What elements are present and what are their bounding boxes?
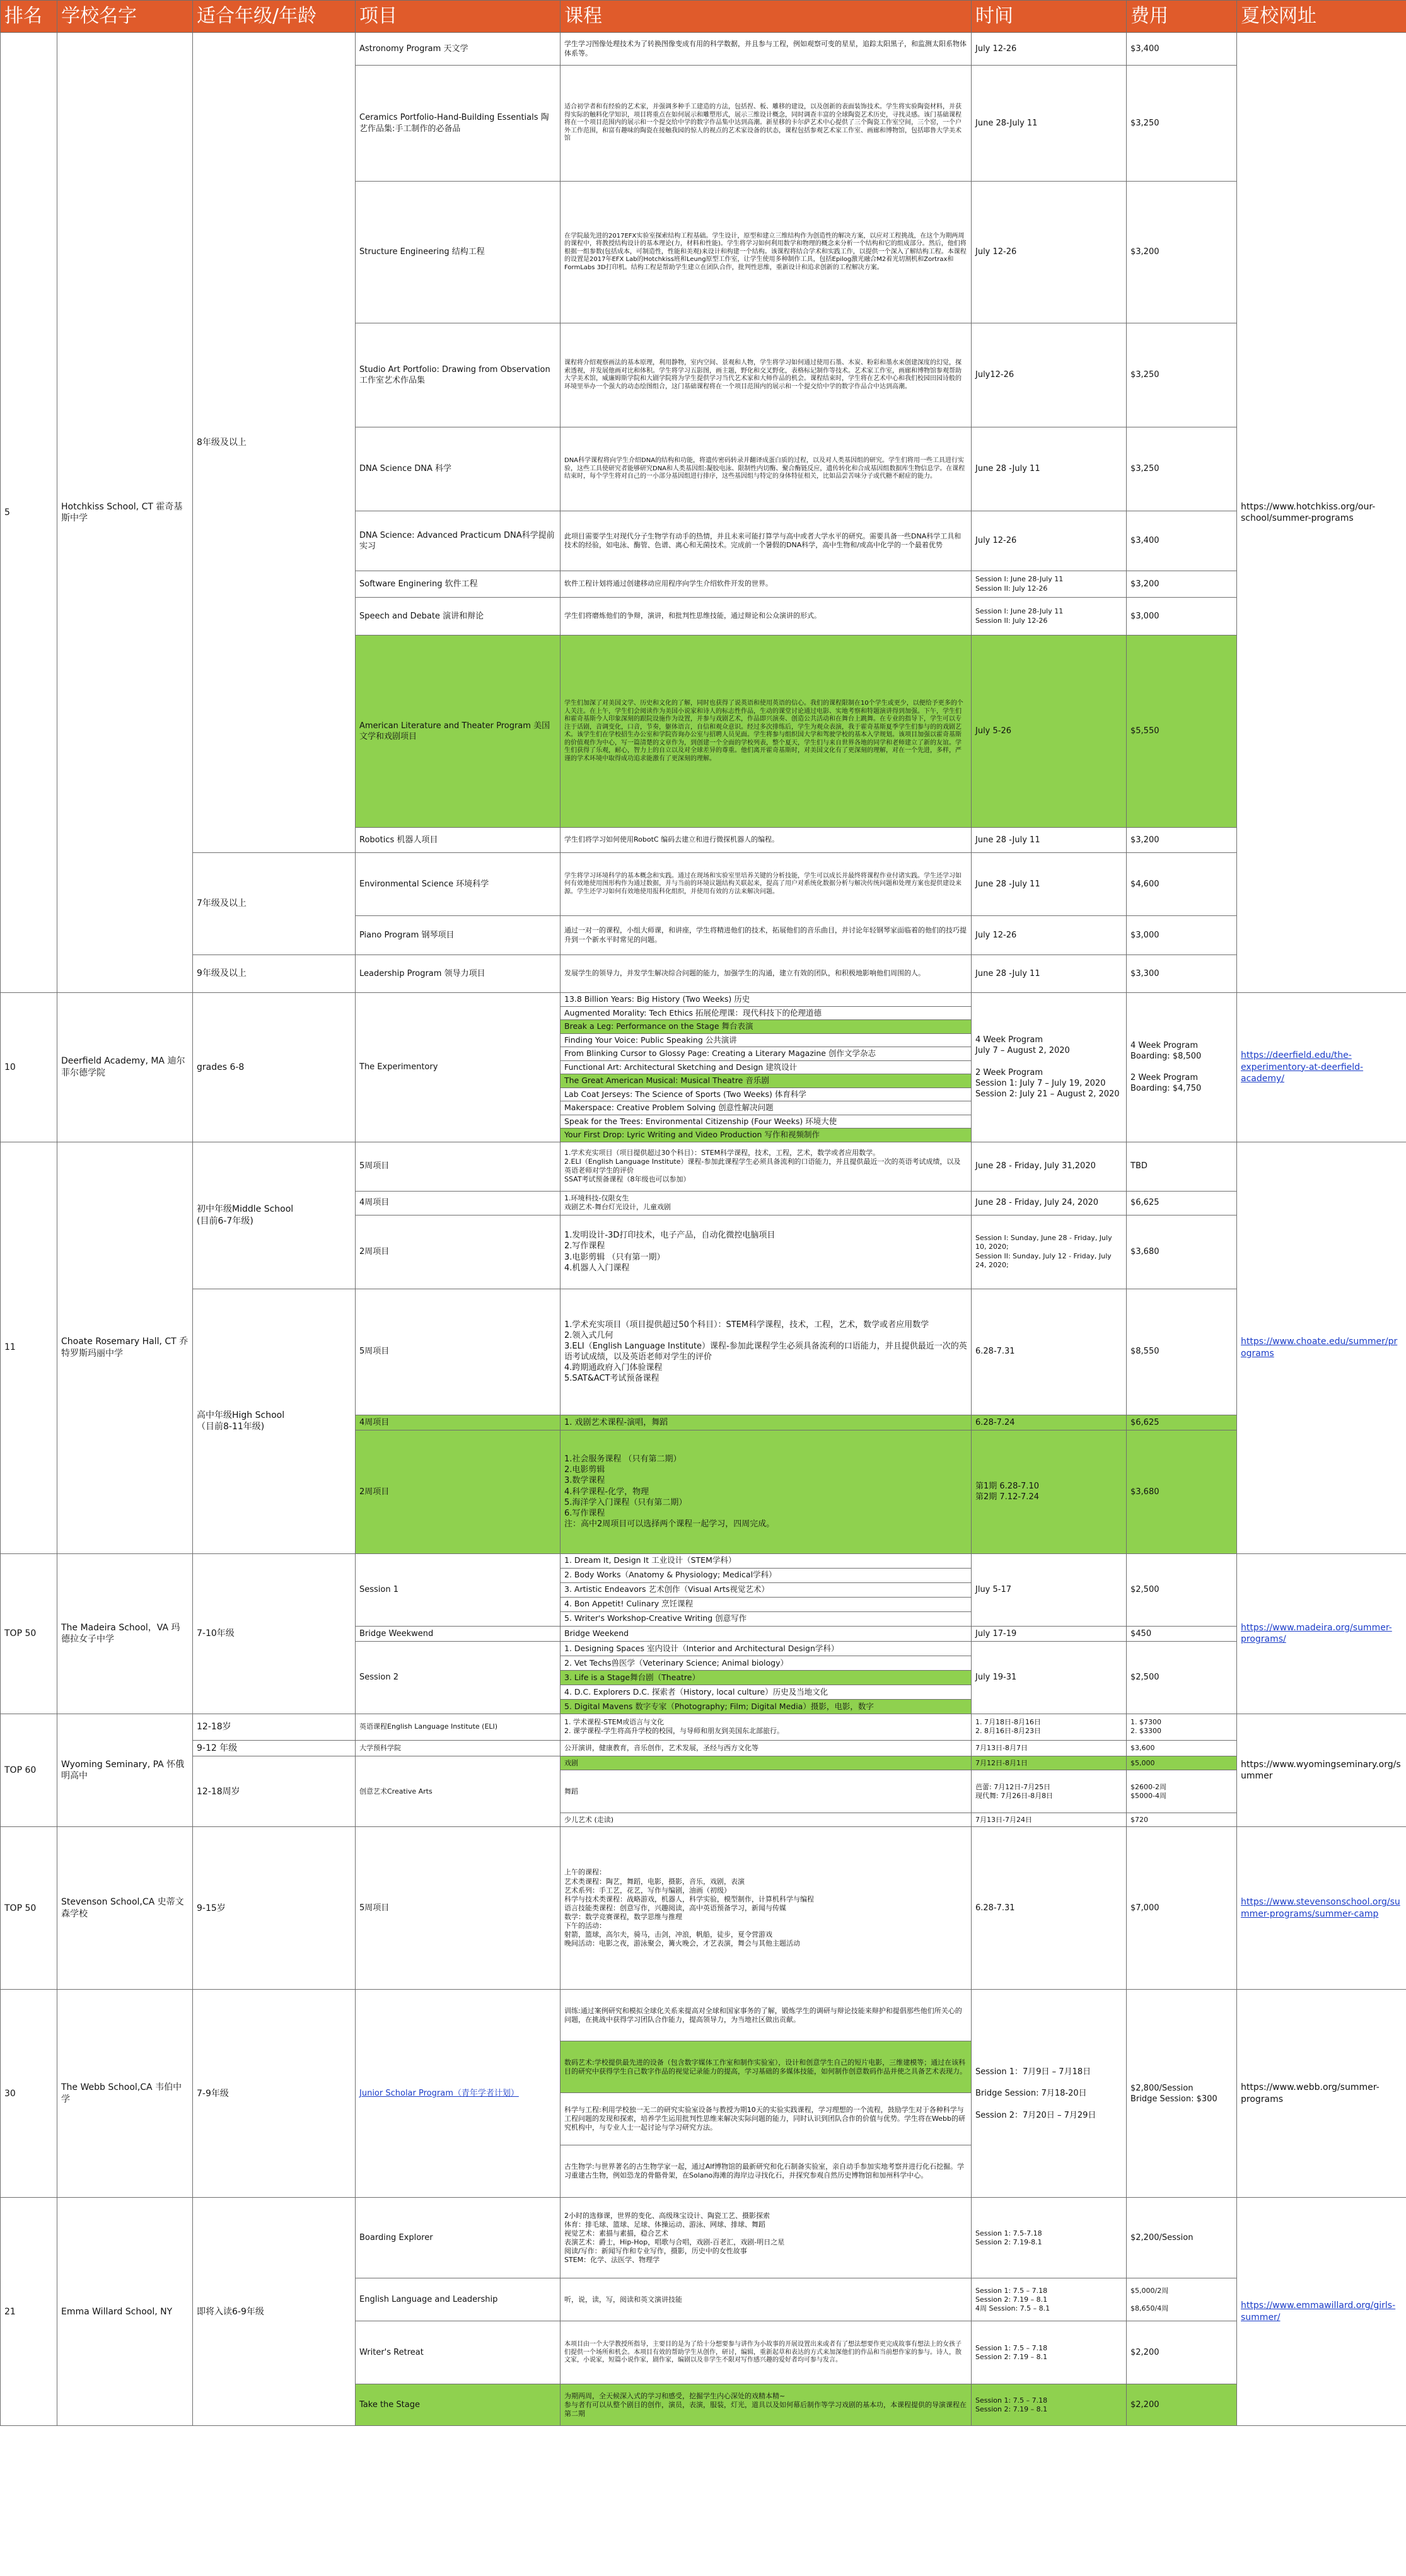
fee-cell: $3,000 <box>1127 916 1237 955</box>
program-name: Session 2 <box>356 1641 561 1714</box>
table-row <box>1 2198 1406 2278</box>
time-cell: Session I: June 28-July 11 Session II: July 12-26 <box>972 571 1127 598</box>
program-name: 2周项目 <box>356 1430 561 1553</box>
course-cell: 3. Artistic Endeavors 艺术创作（Visual Arts视觉艺术） <box>561 1582 972 1597</box>
time-cell: 6.28-7.31 <box>972 1827 1127 1990</box>
program-name: 5周项目 <box>356 1827 561 1990</box>
course-cell: Finding Your Voice: Public Speaking 公共演讲 <box>561 1033 972 1047</box>
program-name: Session 1 <box>356 1553 561 1626</box>
fee-cell: $2,500 <box>1127 1553 1237 1626</box>
fee-cell: $2,200/Session <box>1127 2198 1237 2278</box>
program-name: Boarding Explorer <box>356 2198 561 2278</box>
course-cell: 4. Bon Appetit! Culinary 烹饪课程 <box>561 1597 972 1611</box>
school-url[interactable]: https://www.hotchkiss.org/our-school/summer-programs <box>1237 33 1406 993</box>
grade-cell: 8年级及以上 <box>193 33 356 853</box>
program-name: 英语课程English Language Institute (ELI) <box>356 1714 561 1740</box>
time-cell: June 28 -July 11 <box>972 427 1127 511</box>
course-cell: 课程将介绍观察画法的基本原理，利用静物，室内空间、景观和人物，学生将学习如何通过使用石墨、木炭、粉彩和墨水来创建深度的幻觉，探索透视，并发展他画对比和体积。学生将学习五影图，画主题，野化和交叉野化，表格标记制作等技术。艺术家工作室，画廊和博物馆参观帮助大学美术馆，威廉姆斯学院和大剧学院将为学生提供学习当代艺术家和大师作品的机会。课程结束时，学生将在艺术中心和我们校园田园诗般的环境里举办一个强大的动态绘图组合，这门基础课程将在一个项目范围内的展示和一个提交给中学的数字作品合中达到高潮。 <box>561 323 972 427</box>
rank-cell: 5 <box>1 33 57 993</box>
course-cell: The Great American Musical: Musical Theatre 音乐剧 <box>561 1074 972 1088</box>
fee-cell: $3,250 <box>1127 66 1237 182</box>
fee-cell: $3,000 <box>1127 598 1237 635</box>
program-name: DNA Science DNA 科学 <box>356 427 561 511</box>
course-cell: 数码艺术:学校提供最先进的设备（包含数字媒体工作室和制作实验室），设计和创意学生自己的短片电影，三维建模等；通过在该科目的研究中获得学生自己数字作品的视觉记录能力的提高，学习基础的多媒体技能，如何制作创意数码作品并使之具备艺术表现力。 <box>561 2041 972 2093</box>
program-name: English Language and Leadership <box>356 2278 561 2321</box>
fee-cell: $3,300 <box>1127 955 1237 993</box>
course-cell: 3. Life is a Stage舞台剧（Theatre） <box>561 1670 972 1685</box>
time-cell: 7月12日-8月1日 <box>972 1756 1127 1770</box>
school-name: Stevenson School,CA 史蒂文森学校 <box>57 1827 193 1990</box>
school-name: Choate Rosemary Hall, CT 乔特罗斯玛丽中学 <box>57 1142 193 1553</box>
school-url[interactable]: https://deerfield.edu/the-experimentory-at-deerfield-academy/ <box>1237 993 1406 1142</box>
course-cell: 软件工程计划将通过创建移动应用程序向学生介绍软件开发的世界。 <box>561 571 972 598</box>
course-cell: 此项目需要学生对现代分子生物学有动手的热情，并且未来可能打算学与高中或者大学水平的研究。需要具备一些DNA科学工具和技术的经验，如电泳、酶管、色谱、离心和无菌技术。完成前一个暑假的DNA科学，高中生物和/或高中化学的一个最着优势 <box>561 511 972 571</box>
rank-cell: 11 <box>1 1142 57 1553</box>
header-url: 夏校网址 <box>1237 1 1406 33</box>
time-cell: June 28 -July 11 <box>972 955 1127 993</box>
course-cell: 1. Designing Spaces 室内设计（Interior and Architectural Design学科） <box>561 1641 972 1656</box>
header-school: 学校名字 <box>57 1 193 33</box>
fee-cell: $3,680 <box>1127 1215 1237 1289</box>
program-name: Bridge Weekwend <box>356 1626 561 1641</box>
program-name: 5周项目 <box>356 1142 561 1191</box>
fee-cell: $3,600 <box>1127 1740 1237 1756</box>
grade-cell: 7年级及以上 <box>193 853 356 955</box>
course-cell: 学生们加深了对美国文学、历史和文化的了解，同时也获得了说英语和使用英语的信心。我们的课程限制在10个学生或更少，以便给予更多的个人关注。在上午，学生们会阅读作为美国小说家和诗人的标志性作品，生动的课堂讨论通过电影、实地考察和特题演讲得到加强。下午，学生们和霍奇基斯今人印象深刻的跟院设施作为设置，并参与戏剧艺术，作品即兴演奏、创造公共活动和在舞台上跳舞。在专业的指导下，学生可以专注于话剧，音调变化，口音，节奏，躯体语言，自信和观众意识。经过多次排练后，学生为观众表演，我于霍奇基斯夏季学生们参与的的戏剧艺术。该学生们在学校招生办公室和学院咨询办公室与招聘人员见面。学生将参与组织国大学和驾驶学校的基本入学规划。该项目加强以霍奇基斯的价值观作为中心，写一篇清楚的文章作为，到创建一个全面的学校列表，整个夏天，学生们与来自世界各地的同学和老师建立了新的友谊。学生们获得了乐观，耐心，智力上的自立以及对全球差异的尊重。他们离开霍奇基斯时，对美国文化有了更深刻的理解，对在一个先进，多样，严谨的学术环境中取得成功追求能激有了更深刻的理解。 <box>561 635 972 828</box>
grade-cell: 9-12 年级 <box>193 1740 356 1756</box>
course-cell: Bridge Weekend <box>561 1626 972 1641</box>
time-cell: June 28 - Friday, July 31,2020 <box>972 1142 1127 1191</box>
fee-cell: $3,250 <box>1127 323 1237 427</box>
table-row <box>1 1142 1406 1191</box>
fee-cell: $2,800/Session Bridge Session: $300 <box>1127 1990 1237 2198</box>
program-name: Ceramics Portfolio-Hand-Building Essentials 陶艺作品集:手工制作的必备品 <box>356 66 561 182</box>
program-name: Environmental Science 环境科学 <box>356 853 561 916</box>
course-cell: Functional Art: Architectural Sketching and Design 建筑设计 <box>561 1060 972 1074</box>
course-cell: 戏剧 <box>561 1756 972 1770</box>
program-name: 4周项目 <box>356 1191 561 1215</box>
school-name: Wyoming Seminary, PA 怀俄明高中 <box>57 1714 193 1826</box>
program-name: Software Enginering 软件工程 <box>356 571 561 598</box>
course-cell: 1.环境科技-仅限女生 戏剧艺术-舞台灯光设计，儿童戏剧 <box>561 1191 972 1215</box>
school-name: Deerfield Academy, MA 迪尔菲尔德学院 <box>57 993 193 1142</box>
time-cell: 4 Week Program July 7 – August 2, 2020 2 Week Program Session 1: July 7 – July 19, 2020 Session 2: July 21 – August 2, 2020 <box>972 993 1127 1142</box>
course-cell: 1.发明设计-3D打印技术，电子产品，自动化微控电脑项目 2.写作课程 3.电影剪辑 （只有第一期） 4.机器人入门课程 <box>561 1215 972 1289</box>
rank-cell: TOP 50 <box>1 1553 57 1714</box>
program-name: 2周项目 <box>356 1215 561 1289</box>
course-cell: Break a Leg: Performance on the Stage 舞台表演 <box>561 1020 972 1034</box>
time-cell: Session I: June 28-July 11 Session II: July 12-26 <box>972 598 1127 635</box>
course-cell: Your First Drop: Lyric Writing and Video Production 写作和视频制作 <box>561 1128 972 1142</box>
time-cell: 第1期 6.28-7.10 第2期 7.12-7.24 <box>972 1430 1127 1553</box>
course-cell: 5. Digital Mavens 数字专家（Photography; Film; Digital Media）摄影，电影，数字 <box>561 1699 972 1714</box>
time-cell: July 19-31 <box>972 1641 1127 1714</box>
program-name: 创意艺术Creative Arts <box>356 1756 561 1827</box>
table-row <box>1 1553 1406 1568</box>
course-cell: From Blinking Cursor to Glossy Page: Creating a Literary Magazine 创作文学杂志 <box>561 1047 972 1061</box>
course-cell: 学生们将学习如何使用RobotC 编码去建立和进行微探机器人的编程。 <box>561 828 972 853</box>
rank-cell: TOP 50 <box>1 1827 57 1990</box>
fee-cell: $3,400 <box>1127 511 1237 571</box>
course-cell: 2. Body Works（Anatomy & Physiology; Medical学科） <box>561 1568 972 1582</box>
header-program: 项目 <box>356 1 561 33</box>
school-url[interactable]: https://www.webb.org/summer-programs <box>1237 1990 1406 2198</box>
fee-cell: $8,550 <box>1127 1289 1237 1415</box>
course-cell: Augmented Morality: Tech Ethics 拓展伦理课：现代科技下的伦理道德 <box>561 1006 972 1020</box>
school-url[interactable]: https://www.stevensonschool.org/summer-programs/summer-camp <box>1237 1827 1406 1990</box>
table-row <box>1 1827 1406 1990</box>
time-cell: 7月13日-7月24日 <box>972 1813 1127 1827</box>
course-cell: 上午的课程： 艺术类课程：陶艺，舞蹈，电影，摄影，音乐，戏剧，表演 艺术系列：手工艺，花艺，写作与编剧，油画（初级） 科学与技术类课程：战略游戏，机器人，科学实验，模型制作，计算机科学与编程 语言技能类课程：创意写作，兴趣阅读，高中英语预备学习，新闻与传媒 数学：数学竞赛课程，数学思维与推理 下午的活动： 射箭，篮球，高尔夫，骑马，击剑，冲浪，帆船，徒步，夏令营游戏 晚间活动：电影之夜，游泳聚会，篝火晚会，才艺表演，舞会与其他主题活动 <box>561 1827 972 1990</box>
course-cell: 2. Vet Techs兽医学（Veterinary Science; Animal biology） <box>561 1656 972 1670</box>
course-cell: 13.8 Billion Years: Big History (Two Weeks) 历史 <box>561 993 972 1007</box>
time-cell: June 28 -July 11 <box>972 853 1127 916</box>
program-name: Writer's Retreat <box>356 2321 561 2384</box>
fee-cell: $7,000 <box>1127 1827 1237 1990</box>
course-cell: 公开演讲，健康教育，音乐创作，艺术发展，圣经与西方文化等 <box>561 1740 972 1756</box>
fee-cell: $6,625 <box>1127 1415 1237 1430</box>
time-cell: June 28 -July 11 <box>972 828 1127 853</box>
time-cell: Jluy 5-17 <box>972 1553 1127 1626</box>
course-cell: Lab Coat Jerseys: The Science of Sports (Two Weeks) 体育科学 <box>561 1088 972 1101</box>
rank-cell: 21 <box>1 2198 57 2426</box>
time-cell: Session 1: 7.5 – 7.18 Session 2: 7.19 – 8.1 4周 Session: 7.5 – 8.1 <box>972 2278 1127 2321</box>
table-row <box>1 1740 1406 1756</box>
course-cell: 舞蹈 <box>561 1770 972 1813</box>
time-cell: June 28-July 11 <box>972 66 1127 182</box>
course-cell: 在学院最先进的2017EFX实验室探索结构工程基础。学生设计，原型和建立三维结构作为创造性的解决方案，以应对工程挑战，在这个为期两周的课程中，将教授结构设计的基本理论(力，材料和性能)。学生将学习如何利用数学和物理的概念来分析一个结构和它的组成部分。然后，他们将根据一组参数(包括成本，可制造性，性能和美观)来设计和构建一个结构。该课程将结合学术和实践工作，以提供一个深入了解结构工程。本课程的设置是2017年EFX Lab的Hotchkiss班和Leung原型工作室，让学生使用多种制作工具，包括Epilog激光融合M2着光切割机和Zortrax和FormLabs 3D打印机。结构工程是帮助学生建立在团队合作，批判性思维，重新设计和追求创新的工程解决方案。 <box>561 182 972 323</box>
grade-cell: 高中年级High School （目前8-11年级) <box>193 1289 356 1553</box>
time-cell: 6.28-7.24 <box>972 1415 1127 1430</box>
time-cell: 7月13日-8月7日 <box>972 1740 1127 1756</box>
course-cell: 学生们将磨炼他们的争辩，演讲，和批判性思维技能，通过辩论和公众演讲的形式。 <box>561 598 972 635</box>
table-row <box>1 1289 1406 1415</box>
course-cell: 科学与工程:利用学校独一无二的研究实验室设备与教授为期10天的实验实践课程，学习理想的一个流程，鼓励学生对于各种科学与工程问题的发现和探索，培养学生运用批判性思维来解决实际问题的能力，同时认识到团队合作的价值与优势。学生将在Webb的研究机构中，与专业人士一起讨论与学习研究方法。 <box>561 2093 972 2145</box>
program-name: Junior Scholar Program（青年学者计划） <box>356 1990 561 2198</box>
time-cell: Session I: Sunday, June 28 - Friday, July 10, 2020; Session II: Sunday, July 12 - Friday, July 24, 2020; <box>972 1215 1127 1289</box>
grade-cell: grades 6-8 <box>193 993 356 1142</box>
program-name: The Experimentory <box>356 993 561 1142</box>
fee-cell: $4,600 <box>1127 853 1237 916</box>
fee-cell: $5,550 <box>1127 635 1237 828</box>
program-name: Piano Program 钢琴项目 <box>356 916 561 955</box>
fee-cell: $2,200 <box>1127 2384 1237 2426</box>
time-cell: July 12-26 <box>972 33 1127 66</box>
table-row <box>1 955 1406 993</box>
rank-cell: 10 <box>1 993 57 1142</box>
school-name: The Webb School,CA 韦伯中学 <box>57 1990 193 2198</box>
fee-cell: $450 <box>1127 1626 1237 1641</box>
school-url[interactable]: https://www.choate.edu/summer/programs <box>1237 1142 1406 1553</box>
school-url[interactable]: https://www.emmawillard.org/girls-summer/ <box>1237 2198 1406 2426</box>
course-cell: 本项目由一个大学教授所指导，主要目的是为了给十分想要参与讲作为小故事的开展设置出来或者有了想法想要作更完成故事有想法上的女孩子们提供一个场所和机会。本项目有效的帮助学生从创作，研讨，编辑，重新起草和表达的方式来加深他们的作品和当前想作家的参与。诗人，散文家，小说家，短篇小说作家，剧作家，编剧以及非学生不限对写作感兴趣的爱好者均可参与发言。 <box>561 2321 972 2384</box>
course-cell: 学生将学习环境科学的基本概念和实践。通过在现场和实验室里培养关键的分析技能，学生可以成长并最终将课程作业付诸实践。学生还学习如何有效地使用图形构作为通过数据，并与当前的环境议题结构关联起来，提高了用户对系统化数据分析与解决传统问题和处理方案也提供建设来源。学生还学习如何有效地使用报科化组织，并使用有效的方法来解决问题。 <box>561 853 972 916</box>
time-cell: Session 1: 7.5 – 7.18 Session 2: 7.19 – 8.1 <box>972 2321 1127 2384</box>
course-cell: 1.学术充实项目（项目提供超过30个科目）：STEM科学课程，技术，工程，艺术，数学或者应用数学。 2.ELI（English Language Institute）课程-参加此课程学生必须具备流利的口语能力，并且提供最近一次的英语考试成绩，以及英语老师对学生的评价 SSAT考试预备课程（8年级也可以参加） <box>561 1142 972 1191</box>
time-cell: July 12-26 <box>972 511 1127 571</box>
course-cell: 2小时的选修课，世界的变化、高级珠宝设计、陶瓷工艺、摄影探索 体育：排毛球、篮球、足球、体操运动、游泳、网球、排球、舞蹈 视觉艺术：素描与素描，稳合艺术 表演艺术：爵士，Hip-Hop，唱歌与合唱，戏剧-百老汇，戏剧-明日之星 阅读/写作：新闻写作和专业写作，摄影，历史中的女性故事 STEM：化学、法医学、物理学 <box>561 2198 972 2278</box>
program-name: Leadership Program 领导力项目 <box>356 955 561 993</box>
time-cell: Session 1：7月9日 – 7月18日 Bridge Session: 7月18-20日 Session 2：7月20日 – 7月29日 <box>972 1990 1127 2198</box>
time-cell: June 28 - Friday, July 24, 2020 <box>972 1191 1127 1215</box>
program-name: Speech and Debate 演讲和辩论 <box>356 598 561 635</box>
program-name: American Literature and Theater Program 美国文学和戏剧项目 <box>356 635 561 828</box>
time-cell: 芭蕾: 7月12日-7月25日 现代舞: 7月26日-8月8日 <box>972 1770 1127 1813</box>
fee-cell: TBD <box>1127 1142 1237 1191</box>
course-cell: 通过一对一的课程，小组大师课，和讲座，学生将精进他们的技术，拓展他们的音乐曲目，并讨论年轻钢琴家面临着的他们的技巧提升到一个新水平时常见的问题。 <box>561 916 972 955</box>
course-cell: Speak for the Trees: Environmental Citizenship (Four Weeks) 环境大使 <box>561 1115 972 1128</box>
school-name: Hotchkiss School, CT 霍奇基斯中学 <box>57 33 193 993</box>
fee-cell: $2,500 <box>1127 1641 1237 1714</box>
grade-cell: 9-15岁 <box>193 1827 356 1990</box>
course-cell: 训练:通过案例研究和模拟全球化关系来提高对全球和国家事务的了解，锻炼学生的调研与辩论技能来辩护和提倡那些他们所关心的问题，在挑战中获得学习团队合作能力，提高领导力，为当地社区做出贡献。 <box>561 1990 972 2041</box>
grade-cell: 9年级及以上 <box>193 955 356 993</box>
time-cell: Session 1: 7.5 – 7.18 Session 2: 7.19 – 8.1 <box>972 2384 1127 2426</box>
course-cell: 4. D.C. Explorers D.C. 探索者（History, local culture）历史及当地文化 <box>561 1685 972 1699</box>
course-cell: 少儿艺术 (走读) <box>561 1813 972 1827</box>
time-cell: July 17-19 <box>972 1626 1127 1641</box>
time-cell: July12-26 <box>972 323 1127 427</box>
course-cell: 听，说，读，写，阅读和英文演讲技能 <box>561 2278 972 2321</box>
time-cell: 6.28-7.31 <box>972 1289 1127 1415</box>
program-name: Robotics 机器人项目 <box>356 828 561 853</box>
fee-cell: $3,250 <box>1127 427 1237 511</box>
grade-cell: 初中年级Middle School (目前6-7年级) <box>193 1142 356 1289</box>
course-cell: 1.社会服务课程 （只有第二期） 2.电影剪辑 3.数学课程 4.科学课程-化学，物理 5.海洋学入门课程（只有第二期） 6.写作课程 注：高中2周项目可以选择两个课程一起学习，四周完成。 <box>561 1430 972 1553</box>
rank-cell: TOP 60 <box>1 1714 57 1826</box>
school-url[interactable]: https://www.wyomingseminary.org/summer <box>1237 1714 1406 1826</box>
fee-cell: $3,200 <box>1127 571 1237 598</box>
course-cell: 1. 学术课程-STEM或语言与文化 2. 课学课程-学生将高升学校的校园，与导师和朋友到美国东北部旅行。 <box>561 1714 972 1740</box>
program-name: Studio Art Portfolio: Drawing from Observation工作室艺术作品集 <box>356 323 561 427</box>
header-fee: 费用 <box>1127 1 1237 33</box>
course-cell: 适合初学者和有经验的艺术家，并强调多种手工建造的方法，包括捏、板、雕移的建设，以及创新的表面装饰技术。学生将实验陶瓷材料，并获得实际的触料化学知识，项目将重点在如何展示和雕塑形式，展示三维设计概念，同时调查丰富的全球陶瓷艺术历史，寻找灵感。该门基础课程将在一个项目范围内的展示和一个提交给中学的数字作品集中达到高潮。新星移的卡尔萨艺术中心提供了三个陶瓷工作室空间，三个窑，一个户外工作范围，和富有趣味的陶瓷在接触我园的惊人的视点的艺术家设备的状态，课程包括参观艺术家工作室、画廊和博物馆，包括耶鲁大学美术馆 <box>561 66 972 182</box>
fee-cell: $2,200 <box>1127 2321 1237 2384</box>
fee-cell: $5,000 <box>1127 1756 1237 1770</box>
course-cell: 为期两周，全天候深入式的学习和感受，挖掘学生内心深处的戏精本精~ 参与者有可以从整个剧目的创作，演员，表演，服装，灯光，道具以及如何幕后制作等学习戏剧的基本功，本课程提供的导演课程在第二期 <box>561 2384 972 2426</box>
time-cell: Session 1: 7.5-7.18 Session 2: 7.19-8.1 <box>972 2198 1127 2278</box>
fee-cell: $3,200 <box>1127 828 1237 853</box>
fee-cell: $5,000/2周 $8,650/4周 <box>1127 2278 1237 2321</box>
fee-cell: $720 <box>1127 1813 1237 1827</box>
grade-cell: 即将入读6-9年级 <box>193 2198 356 2426</box>
program-name: 5周项目 <box>356 1289 561 1415</box>
fee-cell: 1. $7300 2. $3300 <box>1127 1714 1237 1740</box>
program-name: 大学预科学院 <box>356 1740 561 1756</box>
time-cell: July 5-26 <box>972 635 1127 828</box>
fee-cell: 4 Week Program Boarding: $8,500 2 Week Program Boarding: $4,750 <box>1127 993 1237 1142</box>
table-row <box>1 993 1406 1007</box>
rank-cell: 30 <box>1 1990 57 2198</box>
header-rank: 排名 <box>1 1 57 33</box>
grade-cell: 12-18岁 <box>193 1714 356 1740</box>
fee-cell: $3,680 <box>1127 1430 1237 1553</box>
fee-cell: $6,625 <box>1127 1191 1237 1215</box>
fee-cell: $2600-2周 $5000-4周 <box>1127 1770 1237 1813</box>
time-cell: July 12-26 <box>972 182 1127 323</box>
time-cell: July 12-26 <box>972 916 1127 955</box>
time-cell: 1. 7月18日-8月16日 2. 8月16日-8月23日 <box>972 1714 1127 1740</box>
school-name: Emma Willard School, NY <box>57 2198 193 2426</box>
course-cell: 1.学术充实项目（项目提供超过50个科目）：STEM科学课程，技术，工程，艺术，数学或者应用数学 2.领入式几何 3.ELI（English Language Institute）课程-参加此课程学生必须具备流利的口语能力，并且提供最近一次的英语考试成绩，以及英语老师对学生的评价 4.跨期通政府入门体验课程 5.SAT&ACT考试预备课程 <box>561 1289 972 1415</box>
school-name: The Madeira School，VA 玛德拉女子中学 <box>57 1553 193 1714</box>
table-row <box>1 33 1406 66</box>
table-row <box>1 1756 1406 1770</box>
table-row <box>1 1990 1406 2041</box>
program-name: Take the Stage <box>356 2384 561 2426</box>
course-cell: 古生物学:与世界著名的古生物学家一起，通过Alf博物馆的最新研究和化石制备实验室，亲自动手参加实地考察并进行化石挖掘。学习重建古生物，例如恐龙的骨骼骨架，在Solano海滩的海岸边寻找化石，并探究参观自然历史博物馆和加州科学中心。 <box>561 2145 972 2198</box>
course-cell: 1. 戏剧艺术课程-演唱，舞蹈 <box>561 1415 972 1430</box>
program-name: DNA Science: Advanced Practicum DNA科学提前实习 <box>356 511 561 571</box>
course-cell: DNA科学课程将向学生介绍DNA的结构和功能，将遗传密码转录并翻译成蛋白质的过程，以及对人类基因组的研究。学生们将用一些工具进行实验，这些工具使研究者能够研究DNA和人类基因组:凝胶电泳、限制性内切酶、聚合酶链反应，遗传转化和合成基因组数据库生物信息学。在课程结束时，每个学生将对自己的一小部分基因组进行排序，这些基因组与特定的身体特征相关，比如品尝苦味分子或代糖不耐症的能力。 <box>561 427 972 511</box>
course-cell: 学生学习图像处理技术为了转换图像变成有用的科学数据，并且参与工程，例如观察可变的星星，追踪太阳黑子，和监测太阳系物体体系等。 <box>561 33 972 66</box>
header-course: 课程 <box>561 1 972 33</box>
fee-cell: $3,400 <box>1127 33 1237 66</box>
table-row <box>1 1714 1406 1740</box>
course-cell: 5. Writer's Workshop-Creative Writing 创意写作 <box>561 1611 972 1626</box>
header-time: 时间 <box>972 1 1127 33</box>
school-url[interactable]: https://www.madeira.org/summer-programs/ <box>1237 1553 1406 1714</box>
grade-cell: 7-9年级 <box>193 1990 356 2198</box>
table-row <box>1 853 1406 916</box>
course-cell: 1. Dream It, Design It 工业设计（STEM学科） <box>561 1553 972 1568</box>
program-name: Structure Engineering 结构工程 <box>356 182 561 323</box>
header-grade: 适合年级/年龄 <box>193 1 356 33</box>
program-name: Astronomy Program 天文学 <box>356 33 561 66</box>
course-cell: 发展学生的领导力，并发学生解决综合问题的能力，加强学生的沟通，建立有效的团队，和积极地影响他们周围的人。 <box>561 955 972 993</box>
program-name: 4周项目 <box>356 1415 561 1430</box>
fee-cell: $3,200 <box>1127 182 1237 323</box>
grade-cell: 12-18周岁 <box>193 1756 356 1827</box>
header-row <box>1 1 1406 33</box>
grade-cell: 7-10年级 <box>193 1553 356 1714</box>
course-cell: Makerspace: Creative Problem Solving 创意性解决问题 <box>561 1101 972 1115</box>
